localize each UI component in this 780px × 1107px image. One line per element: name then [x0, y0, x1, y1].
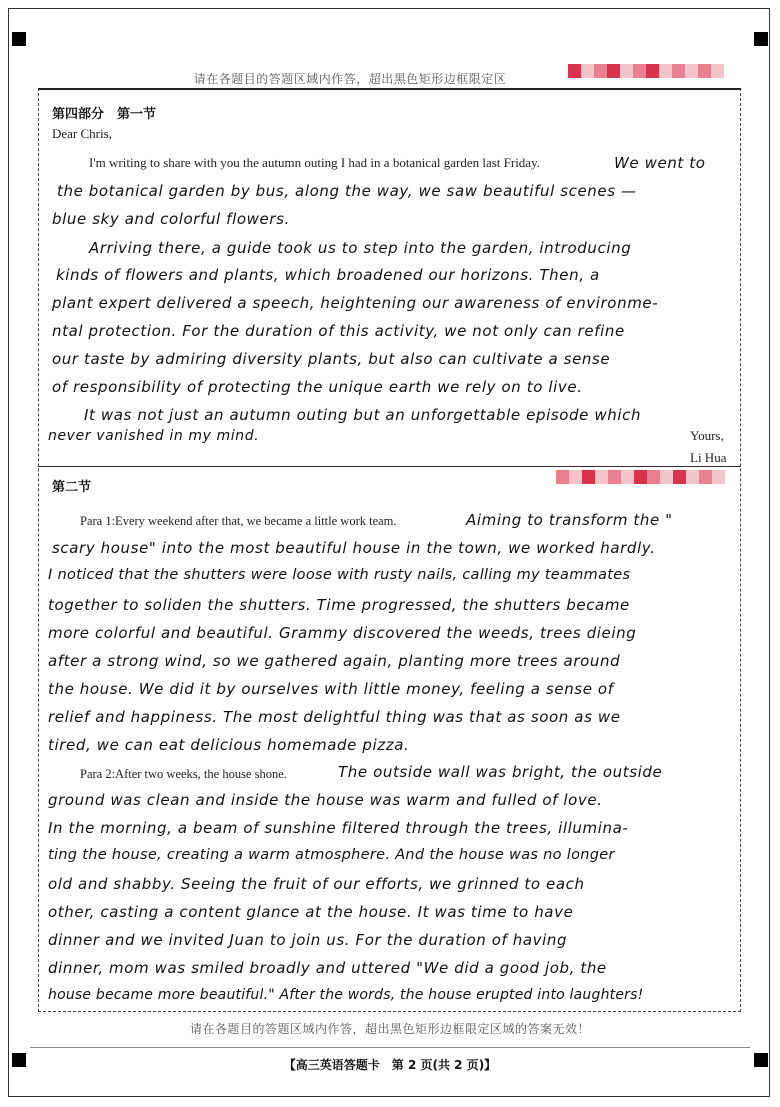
handwriting-line: more colorful and beautiful. Grammy discovered the weeds, trees dieing	[48, 624, 637, 642]
section1-prompt: I'm writing to share with you the autumn outing I had in a botanical garden last Friday.	[89, 155, 540, 170]
handwriting-line: Arriving there, a guide took us to step into the garden, introducing	[89, 239, 632, 257]
section2-heading: 第二节	[52, 480, 92, 495]
redaction-strip-top	[568, 64, 724, 78]
handwriting-line: other, casting a content glance at the house. It was time to have	[48, 903, 574, 921]
registration-mark-top-left	[12, 32, 26, 46]
handwriting-line: the house. We did it by ourselves with little money, feeling a sense of	[48, 680, 614, 698]
handwriting-line: It was not just an autumn outing but an unforgettable episode which	[84, 406, 642, 424]
handwriting-line: Aiming to transform the "	[466, 511, 673, 529]
handwriting-line: dinner, mom was smiled broadly and uttered "We did a good job, the	[48, 959, 607, 977]
handwriting-line: We went to	[614, 154, 706, 172]
bottom-notice: 请在各题目的答题区域内作答，超出黑色矩形边框限定区域的答案无效！	[189, 1022, 590, 1036]
footer-rule	[30, 1047, 750, 1048]
top-notice: 请在各题目的答题区域内作答，超出黑色矩形边框限定区	[193, 72, 507, 86]
handwriting-line: of responsibility of protecting the unique earth we rely on to live.	[52, 378, 583, 396]
handwriting-line: together to soliden the shutters. Time progressed, the shutters became	[48, 596, 630, 614]
handwriting-line: In the morning, a beam of sunshine filtered through the trees, illumina-	[48, 819, 629, 837]
para1-prompt: Para 1:Every weekend after that, we became a little work team.	[80, 514, 397, 528]
handwriting-line: tired, we can eat delicious homemade pizza.	[48, 736, 410, 754]
handwriting-line: scary house" into the most beautiful house in the town, we worked hardly.	[52, 539, 656, 557]
handwriting-line: relief and happiness. The most delightful thing was that as soon as we	[48, 708, 621, 726]
handwriting-line: ntal protection. For the duration of this activity, we not only can refine	[52, 322, 625, 340]
handwriting-line: plant expert delivered a speech, heightening our awareness of environme-	[52, 294, 659, 312]
closing: Yours,	[690, 428, 724, 443]
handwriting-line: I noticed that the shutters were loose with rusty nails, calling my teammates	[48, 567, 631, 583]
section-divider	[38, 466, 741, 467]
handwriting-line: kinds of flowers and plants, which broadened our horizons. Then, a	[56, 266, 600, 284]
para2-prompt: Para 2:After two weeks, the house shone.	[80, 767, 287, 781]
salutation: Dear Chris,	[52, 126, 112, 141]
registration-mark-top-right	[754, 32, 768, 46]
handwriting-line: old and shabby. Seeing the fruit of our efforts, we grinned to each	[48, 875, 585, 893]
page-footer: 【高三英语答题卡 第 2 页(共 2 页)】	[283, 1058, 497, 1072]
handwriting-line: dinner and we invited Juan to join us. For the duration of having	[48, 931, 568, 949]
section1-heading: 第四部分 第一节	[52, 107, 157, 122]
handwriting-line: never vanished in my mind.	[48, 428, 260, 444]
handwriting-line: ground was clean and inside the house was warm and fulled of love.	[48, 791, 603, 809]
signature: Li Hua	[690, 450, 727, 465]
handwriting-line: blue sky and colorful flowers.	[52, 210, 290, 228]
handwriting-line: The outside wall was bright, the outside	[338, 763, 663, 781]
handwriting-line: ting the house, creating a warm atmosphere. And the house was no longer	[48, 847, 615, 863]
handwriting-line: after a strong wind, so we gathered again, planting more trees around	[48, 652, 621, 670]
answer-area-top-rule	[38, 88, 741, 90]
handwriting-line: our taste by admiring diversity plants, but also can cultivate a sense	[52, 350, 611, 368]
handwriting-line: house became more beautiful." After the words, the house erupted into laughters!	[48, 987, 644, 1003]
handwriting-line: the botanical garden by bus, along the way, we saw beautiful scenes —	[57, 182, 637, 200]
